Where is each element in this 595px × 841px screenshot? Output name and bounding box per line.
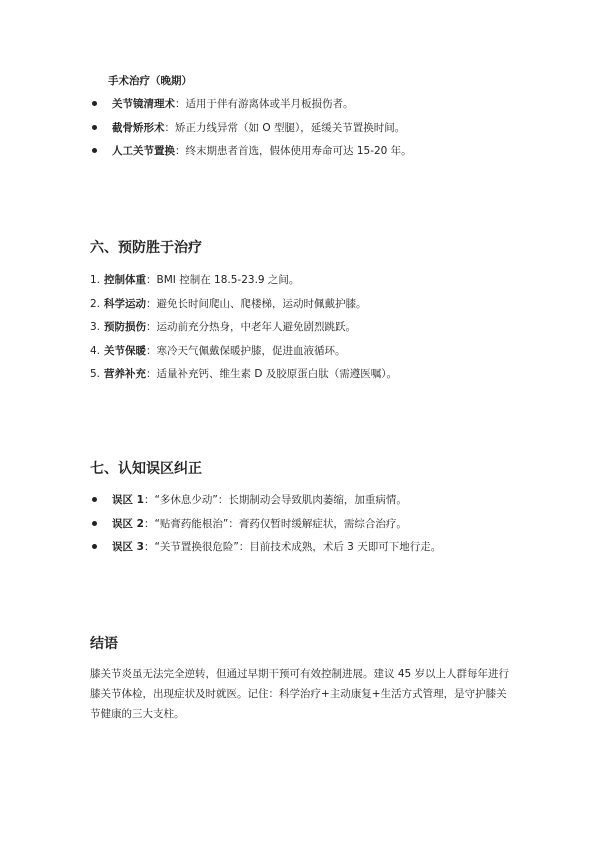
- item-desc: ：适用于伴有游离体或半月板损伤者。: [175, 98, 354, 110]
- item-number: 4.: [90, 344, 101, 357]
- item-term: 误区 1: [112, 494, 144, 506]
- item-number: 1.: [90, 274, 101, 286]
- item-desc: ：运动前充分热身，中老年人避免剧烈跳跃。: [146, 321, 356, 333]
- item-desc: ：终末期患者首选，假体使用寿命可达 15-20 年。: [175, 145, 412, 157]
- item-term: 预防损伤: [104, 321, 146, 333]
- bullet-icon: [92, 125, 97, 130]
- item-number: 3.: [90, 321, 101, 333]
- conclusion-paragraph: 膝关节炎虽无法完全逆转，但通过早期干预可有效控制进展。建议 45 岁以上人群每年进行膝关节体检，出现症状及时就医。记住：科学治疗+主动康复+生活方式管理，是守护膝关节健康的三大支柱。: [90, 668, 510, 720]
- bullet-icon: [92, 148, 97, 153]
- section-title-conclusion: 结语: [90, 636, 118, 652]
- item-term: 关节镜清理术: [112, 98, 175, 110]
- bullet-icon: [92, 497, 97, 502]
- item-desc: ：适量补充钙、维生素 D 及胶原蛋白肽（需遵医嘱）。: [146, 368, 398, 380]
- item-desc: ：“贴膏药能根治”：膏药仅暂时缓解症状，需综合治疗。: [143, 517, 407, 530]
- item-term: 控制体重: [104, 274, 146, 286]
- item-term: 误区 3: [112, 541, 144, 553]
- item-number: 2.: [90, 297, 101, 310]
- item-desc: ：矫正力线异常（如 O 型腿），延缓关节置换时间。: [164, 121, 406, 134]
- item-term: 误区 2: [112, 517, 144, 530]
- bullet-icon: [92, 521, 97, 526]
- section-title-prevention: 六、预防胜于治疗: [90, 240, 202, 256]
- item-term: 关节保暖: [104, 344, 146, 357]
- item-desc: ：“多休息少动”：长期制动会导致肌肉萎缩，加重病情。: [143, 494, 407, 506]
- surgery-heading: 手术治疗（晚期）: [108, 75, 192, 87]
- bullet-icon: [92, 544, 97, 549]
- section-title-myths: 七、认知误区纠正: [90, 461, 202, 477]
- item-term: 人工关节置换: [112, 145, 175, 157]
- item-number: 5.: [90, 368, 101, 380]
- item-term: 截骨矫形术: [112, 121, 165, 134]
- bullet-icon: [92, 101, 97, 106]
- item-desc: ：避免长时间爬山、爬楼梯，运动时佩戴护膝。: [146, 297, 367, 310]
- item-term: 营养补充: [104, 368, 146, 380]
- item-desc: ：“关节置换很危险”：目前技术成熟，术后 3 天即可下地行走。: [143, 541, 442, 553]
- item-desc: ：寒冷天气佩戴保暖护膝，促进血液循环。: [146, 344, 346, 357]
- item-desc: ：BMI 控制在 18.5-23.9 之间。: [146, 274, 300, 286]
- item-term: 科学运动: [104, 297, 146, 310]
